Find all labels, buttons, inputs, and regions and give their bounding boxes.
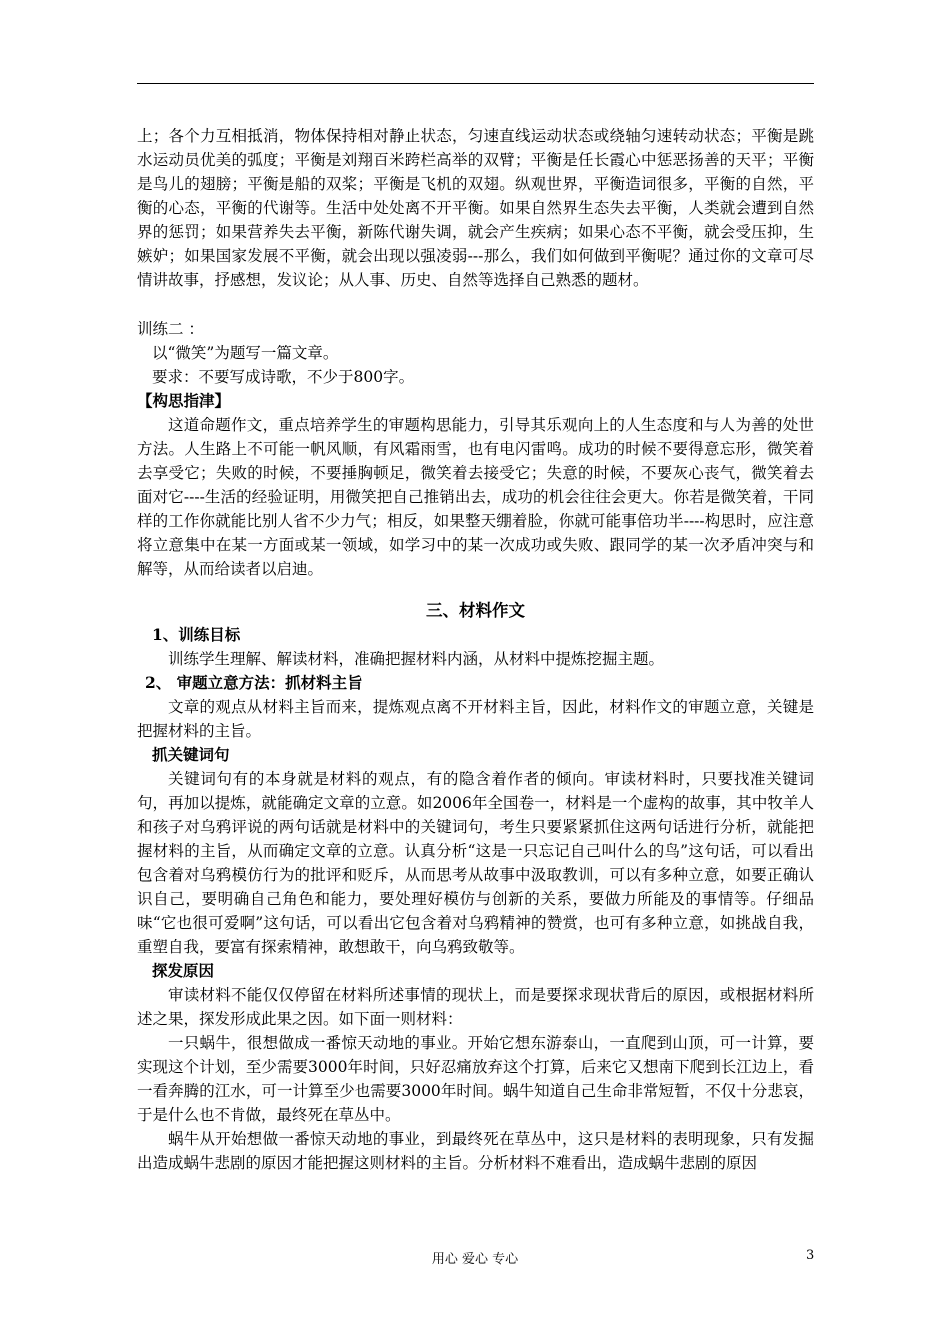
cause-body: 审读材料不能仅仅停留在材料所述事情的现状上，而是要探求现状背后的原因，或根据材料所述之果，探发形成此果之因。如下面一则材料：	[137, 986, 814, 1028]
subheading-method: 2、 审题立意方法：抓材料主旨	[145, 673, 363, 692]
page-body	[137, 124, 814, 1175]
guide-heading: 【构思指津】	[137, 391, 231, 410]
footer-motto: 用心 爱心 专心	[431, 1252, 519, 1267]
keyword-body: 关键词句有的本身就是材料的观点，有的隐含着作者的倾向。审读材料时，只要找准关键词句，再加以提炼，就能确定文章的立意。如2006年全国卷一，材料是一个虚构的故事，其中牧羊人和孩子对乌鸦评说的两句话就是材料中的关键词句，考生只要紧紧抓住这两句话进行分析，就能把握材料的主旨，从而确定文章的立意。认真分析“这是一只忘记自己叫什么的鸟”这句话，可以看出包含着对乌鸦模仿行为的批评和贬斥，从而思考从故事中汲取教训，可以有多种立意，如要正确认识自己，要明确自己角色和能力，要处理好模仿与创新的关系，要做力所能及的事情等。仔细品味“它也很可爱啊”这句话，可以看出它包含着对乌鸦精神的赞赏，也可有多种立意，如挑战自我，重塑自我，要富有探索精神，敢想敢干，向乌鸦致敬等。	[137, 770, 814, 956]
page-number: 3	[806, 1248, 815, 1263]
guide-body: 这道命题作文，重点培养学生的审题构思能力，引导其乐观向上的人生态度和与人为善的处世方法。人生路上不可能一帆风顺，有风霜雨雪，也有电闪雷鸣。成功的时候不要得意忘形，微笑着去享受它；失败的时候，不要捶胸顿足，微笑着去接受它；失意的时候，不要灰心丧气，微笑着去面对它----生活的经验证明，用微笑把自己推销出去，成功的机会往往会更大。你若是微笑着，干同样的工作你就能比别人省不少力气；相反，如果整天绷着脸，你就可能事倍功半----构思时，应注意将立意集中在某一方面或某一领域，如学习中的某一次成功或失败、跟同学的某一次矛盾冲突与和解等，从而给读者以启迪。	[137, 416, 814, 578]
training2-label: 训练二 ：	[137, 320, 204, 338]
section-title: 三、材料作文	[426, 601, 525, 620]
goal-body: 训练学生理解、解读材料，准确把握材料内涵，从材料中提炼挖掘主题。	[168, 650, 665, 668]
header-rule	[137, 83, 814, 84]
paragraph-balance: 上；各个力互相抵消，物体保持相对静止状态，匀速直线运动状态或绕轴匀速转动状态；平衡是跳水运动员优美的弧度；平衡是刘翔百米跨栏高举的双臂；平衡是任长霞心中惩恶扬善的天平；平衡是鸟儿的翅膀；平衡是船的双桨；平衡是飞机的双翅。纵观世界，平衡造词很多，平衡的自然，平衡的心态，平衡的代谢等。生活中处处离不开平衡。如果自然界生态失去平衡，人类就会遭到自然界的惩罚；如果营养失去平衡，新陈代谢失调，就会产生疾病；如果心态不平衡，就会受压抑，生嫉妒；如果国家发展不平衡，就会出现以强凌弱---那么，我们如何做到平衡呢？通过你的文章可尽情讲故事，抒感想，发议论；从人事、历史、自然等选择自己熟悉的题材。	[137, 127, 814, 289]
cause-heading: 探发原因	[152, 961, 215, 980]
keyword-heading: 抓关键词句	[152, 745, 230, 764]
snail-story: 一只蜗牛，很想做成一番惊天动地的事业。开始它想东游泰山，一直爬到山顶，可一计算，要实现这个计划，至少需要3000年时间，只好忍痛放弃这个打算，后来它又想南下爬到长江边上，看一看奔腾的江水，可一计算至少也需要3000年时间。蜗牛知道自己生命非常短暂，不仅十分悲哀，于是什么也不肯做，最终死在草丛中。	[137, 1034, 814, 1124]
method-body: 文章的观点从材料主旨而来，提炼观点离不开材料主旨，因此，材料作文的审题立意，关键是把握材料的主旨。	[137, 698, 814, 740]
training2-requirement: 要求：不要写成诗歌，不少于800字。	[152, 368, 415, 386]
training2-topic: 以“微笑”为题写一篇文章。	[152, 344, 339, 362]
subheading-goal: 1、训练目标	[152, 625, 241, 644]
snail-analysis: 蜗牛从开始想做一番惊天动地的事业，到最终死在草丛中，这只是材料的表明现象，只有发掘出造成蜗牛悲剧的原因才能把握这则材料的主旨。分析材料不难看出，造成蜗牛悲剧的原因	[137, 1130, 814, 1172]
